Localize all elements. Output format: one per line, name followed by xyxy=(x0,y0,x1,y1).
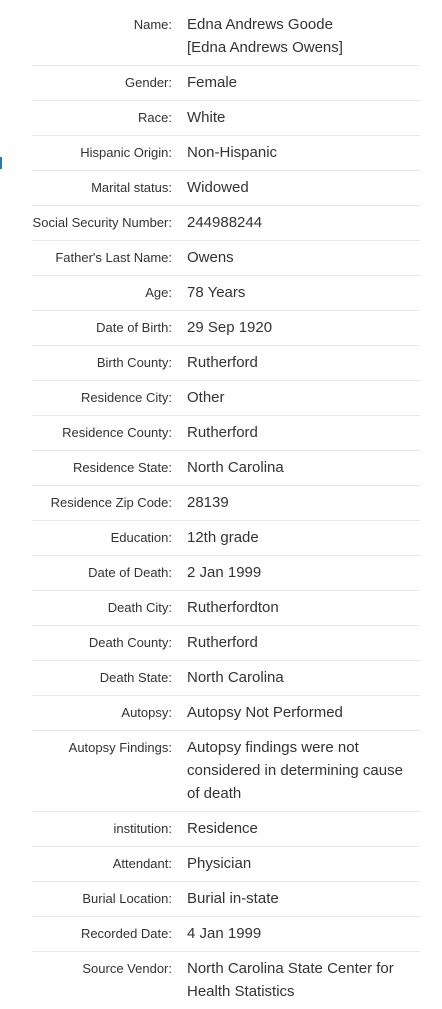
field-value-line: 29 Sep 1920 xyxy=(187,319,273,336)
field-label: institution: xyxy=(113,821,172,836)
field-value xyxy=(172,561,420,584)
field-value-line: Rutherford xyxy=(187,354,258,371)
field-value xyxy=(172,852,420,875)
field-label: Father's Last Name: xyxy=(55,250,172,265)
record-row xyxy=(32,812,420,847)
field-label: Death State: xyxy=(99,670,172,685)
record-row xyxy=(32,917,420,952)
record-details-table xyxy=(32,8,420,1009)
field-value xyxy=(172,386,420,409)
field-value-line: Owens xyxy=(187,249,234,266)
field-value-line: Other xyxy=(187,389,225,406)
field-label: Death County: xyxy=(88,635,172,650)
field-label: Race: xyxy=(138,110,172,125)
field-value-line: North Carolina xyxy=(187,459,284,476)
record-row xyxy=(32,952,420,1009)
field-value xyxy=(172,71,420,94)
record-row xyxy=(32,66,420,101)
field-value-line: North Carolina State Center for xyxy=(187,960,394,977)
record-row xyxy=(32,8,420,66)
field-value-line: Burial in-state xyxy=(187,890,279,907)
record-row xyxy=(32,381,420,416)
field-label: Recorded Date: xyxy=(80,926,172,941)
field-label: Residence Zip Code: xyxy=(50,495,172,510)
field-value xyxy=(172,526,420,549)
field-value-line: Rutherford xyxy=(187,424,258,441)
field-label: Age: xyxy=(145,285,172,300)
record-row xyxy=(32,136,420,171)
field-label: Marital status: xyxy=(91,180,172,195)
field-value-line: Non-Hispanic xyxy=(187,144,278,161)
field-value-line: Residence xyxy=(187,820,258,837)
field-label: Gender: xyxy=(125,75,172,90)
field-value-line: Widowed xyxy=(187,179,249,196)
field-value-line: 244988244 xyxy=(187,214,263,231)
record-row xyxy=(32,276,420,311)
field-label: Autopsy: xyxy=(121,705,172,720)
field-value xyxy=(172,176,420,199)
record-row xyxy=(32,171,420,206)
field-value xyxy=(172,421,420,444)
field-value-line: Edna Andrews Goode xyxy=(187,16,333,33)
field-label: Burial Location: xyxy=(82,891,172,906)
record-row xyxy=(32,486,420,521)
field-label: Attendant: xyxy=(112,856,172,871)
field-label: Date of Birth: xyxy=(96,320,172,335)
field-value xyxy=(172,281,420,304)
field-value xyxy=(172,316,420,339)
field-value xyxy=(172,456,420,479)
record-row xyxy=(32,661,420,696)
field-value-line: North Carolina xyxy=(187,669,284,686)
record-row xyxy=(32,521,420,556)
field-label: Name: xyxy=(133,17,172,32)
field-value xyxy=(172,922,420,945)
field-value-line: 12th grade xyxy=(187,529,259,546)
field-value xyxy=(172,596,420,619)
field-label: Residence City: xyxy=(80,390,172,405)
record-row xyxy=(32,626,420,661)
field-value xyxy=(172,817,420,840)
record-row xyxy=(32,416,420,451)
field-label: Source Vendor: xyxy=(82,961,172,976)
record-row xyxy=(32,847,420,882)
field-value xyxy=(172,631,420,654)
field-value-line: considered in determining cause xyxy=(187,762,403,779)
field-value-line: Rutherfordton xyxy=(187,599,279,616)
field-value-line: White xyxy=(187,109,226,126)
field-value xyxy=(172,957,420,1003)
field-value-line: Physician xyxy=(187,855,252,872)
field-value-line: Autopsy findings were not xyxy=(187,739,359,756)
field-value-line: Female xyxy=(187,74,238,91)
field-value-line: 2 Jan 1999 xyxy=(187,564,262,581)
field-value xyxy=(172,491,420,514)
field-label: Death City: xyxy=(107,600,172,615)
record-row xyxy=(32,731,420,812)
record-row xyxy=(32,101,420,136)
field-value xyxy=(172,13,420,59)
record-row xyxy=(32,346,420,381)
field-label: Residence County: xyxy=(62,425,172,440)
field-label: Autopsy Findings: xyxy=(68,740,172,755)
field-value-line: [Edna Andrews Owens] xyxy=(187,39,343,56)
field-value xyxy=(172,246,420,269)
field-value xyxy=(172,141,420,164)
field-label: Hispanic Origin: xyxy=(80,145,172,160)
record-row xyxy=(32,241,420,276)
field-value xyxy=(172,211,420,234)
field-label: Birth County: xyxy=(96,355,172,370)
field-value-line: 28139 xyxy=(187,494,229,511)
field-value xyxy=(172,887,420,910)
field-label: Education: xyxy=(110,530,172,545)
field-value xyxy=(172,701,420,724)
field-value-line: Rutherford xyxy=(187,634,258,651)
field-value-line: Autopsy Not Performed xyxy=(187,704,343,721)
field-value xyxy=(172,736,420,805)
record-row xyxy=(32,206,420,241)
field-value-line: 4 Jan 1999 xyxy=(187,925,262,942)
field-value xyxy=(172,351,420,374)
field-value-line: 78 Years xyxy=(187,284,246,301)
field-value xyxy=(172,106,420,129)
record-row xyxy=(32,696,420,731)
record-row xyxy=(32,451,420,486)
record-row xyxy=(32,591,420,626)
field-value-line: Health Statistics xyxy=(187,983,295,1000)
field-label: Social Security Number: xyxy=(32,215,172,230)
field-label: Date of Death: xyxy=(88,565,172,580)
field-value xyxy=(172,666,420,689)
field-value-line: of death xyxy=(187,785,242,802)
record-row xyxy=(32,311,420,346)
record-row xyxy=(32,556,420,591)
field-label: Residence State: xyxy=(72,460,172,475)
left-edge-indicator xyxy=(0,157,2,169)
